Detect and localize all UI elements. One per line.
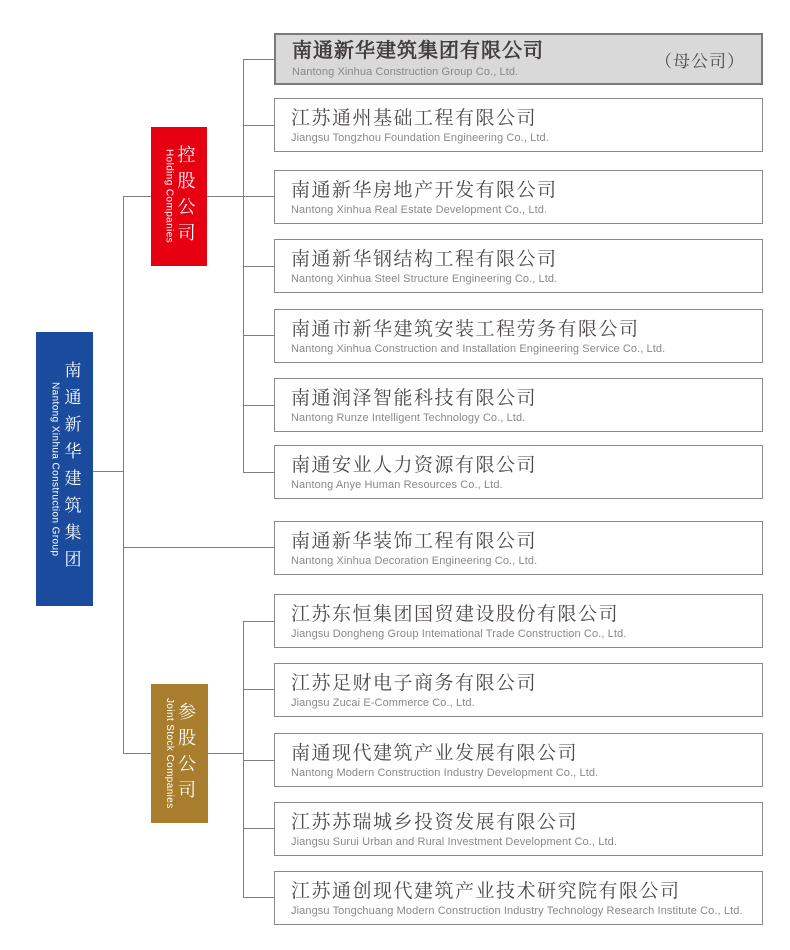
connector-stub <box>243 405 274 406</box>
connector-stub <box>243 472 274 473</box>
company-box-dongheng-trade <box>274 594 763 648</box>
connector-holding-left <box>123 196 151 197</box>
parent-company-name-en: Nantong Xinhua Construction Group Co., Ltd. <box>292 66 519 78</box>
holding-label-zh: 控股公司 <box>175 144 196 249</box>
company-name-zh: 南通新华钢结构工程有限公司 <box>291 248 558 270</box>
company-name-en: Nantong Xinhua Decoration Engineering Co., Ltd. <box>291 555 538 568</box>
company-box-real-estate <box>274 170 763 224</box>
connector-stub <box>243 760 274 761</box>
company-name-en: Nantong Xinhua Real Estate Development Co., Ltd. <box>291 204 548 217</box>
joint-label-en: Joint Stock Companies <box>164 698 175 809</box>
connector-stub <box>243 125 274 126</box>
connector-direct-branch <box>123 547 274 548</box>
connector-stub <box>243 59 274 60</box>
company-name-en: Nantong Runze Intelligent Technology Co., Ltd. <box>291 412 526 425</box>
company-name-zh: 南通现代建筑产业发展有限公司 <box>291 742 579 764</box>
connector-stub <box>243 828 274 829</box>
company-name-en: Jiangsu Tongzhou Foundation Engineering Co., Ltd. <box>291 132 549 145</box>
company-name-zh: 南通新华装饰工程有限公司 <box>291 530 538 552</box>
company-name-en: Jiangsu Tongchuang Modern Construction Industry Technology Research Institute Co., Ltd. <box>291 905 743 918</box>
connector-holding-right <box>207 196 274 197</box>
company-box-runze-intelligent <box>274 378 763 432</box>
connector-main-trunk <box>123 196 124 754</box>
company-name-en: Jiangsu Surui Urban and Rural Investment Development Co., Ltd. <box>291 836 617 849</box>
company-name-en: Nantong Modern Construction Industry Development Co., Ltd. <box>291 767 599 780</box>
company-box-tongzhou-foundation <box>274 98 763 152</box>
company-box-zucai-ecommerce <box>274 663 763 717</box>
company-name-en: Jiangsu Dongheng Group Intemational Trade Construction Co., Ltd. <box>291 628 627 641</box>
company-name-zh: 南通市新华建筑安装工程劳务有限公司 <box>291 318 640 340</box>
parent-company-name-zh: 南通新华建筑集团有限公司 <box>292 40 544 62</box>
holding-companies-label <box>151 127 207 266</box>
company-name-en: Nantong Xinhua Construction and Installation Engineering Service Co., Ltd. <box>291 343 666 356</box>
root-group-name-zh: 南通新华建筑集团 <box>61 361 81 577</box>
company-name-zh: 江苏苏瑞城乡投资发展有限公司 <box>291 811 579 833</box>
company-name-en: Jiangsu Zucai E-Commerce Co., Ltd. <box>291 697 475 710</box>
company-name-zh: 江苏通创现代建筑产业技术研究院有限公司 <box>291 880 681 902</box>
connector-stub <box>243 897 274 898</box>
root-group-node <box>36 332 93 606</box>
company-box-modern-construction <box>274 733 763 787</box>
company-box-decoration <box>274 521 763 575</box>
company-box-surui-investment <box>274 802 763 856</box>
company-name-en: Nantong Xinhua Steel Structure Engineering Co., Ltd. <box>291 273 558 286</box>
root-group-name-en: Nantong Xinhua Construction Group <box>49 381 61 557</box>
company-name-zh: 南通新华房地产开发有限公司 <box>291 179 558 201</box>
holding-label-en: Holding Companies <box>163 149 175 244</box>
company-name-zh: 江苏通州基础工程有限公司 <box>291 107 538 129</box>
parent-company-tag: （母公司） <box>655 51 745 71</box>
company-box-anye-hr <box>274 445 763 499</box>
connector-stub <box>243 335 274 336</box>
connector-joint-left <box>123 753 151 754</box>
company-name-en: Nantong Anye Human Resources Co., Ltd. <box>291 479 503 492</box>
parent-company-box <box>274 33 763 85</box>
connector-joint-trunk <box>243 621 244 897</box>
connector-stub <box>243 689 274 690</box>
company-name-zh: 江苏东恒集团国贸建设股份有限公司 <box>291 603 620 625</box>
connector-joint-right <box>207 753 243 754</box>
company-box-installation-service <box>274 309 763 363</box>
company-name-zh: 南通安业人力资源有限公司 <box>291 454 538 476</box>
parent-company-names <box>292 40 544 78</box>
joint-stock-companies-label <box>151 684 208 823</box>
company-name-zh: 南通润泽智能科技有限公司 <box>291 387 538 409</box>
company-name-zh: 江苏足财电子商务有限公司 <box>291 672 538 694</box>
connector-root-branch <box>93 471 123 472</box>
connector-stub <box>243 621 274 622</box>
connector-stub <box>243 266 274 267</box>
company-box-tongchuang-research <box>274 871 763 925</box>
company-box-steel-structure <box>274 239 763 293</box>
joint-label-zh: 参股公司 <box>176 701 196 806</box>
